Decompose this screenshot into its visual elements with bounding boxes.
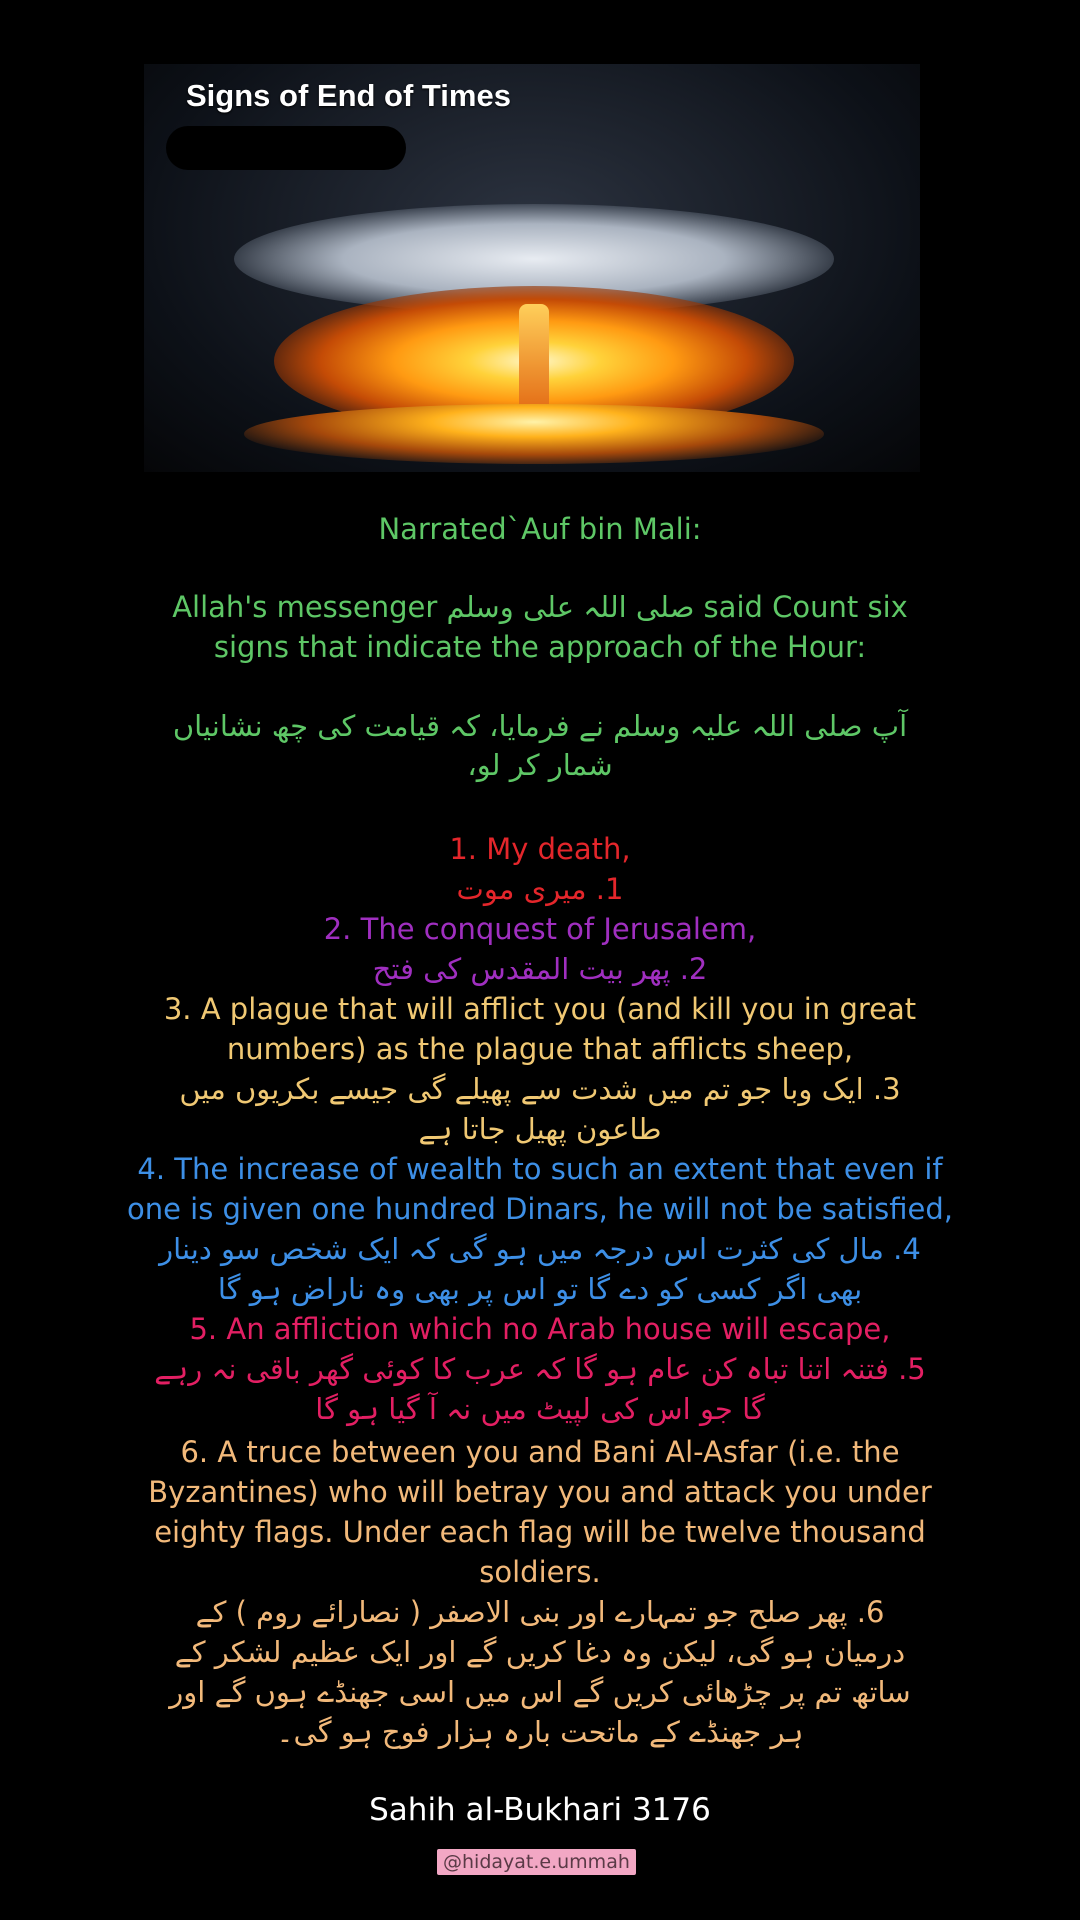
hadith-source: Sahih al-Bukhari 3176 [369, 1792, 711, 1828]
ground-fire [244, 404, 824, 464]
sign-6-urdu-line-3: ساتھ تم پر چڑھائی کریں گے اس میں اسی جھنڈے ہوں گے اور [169, 1675, 911, 1709]
hero-title: Signs of End of Times [186, 78, 511, 113]
sign-6-urdu-line-4: ہر جھنڈے کے ماتحت بارہ ہزار فوج ہو گی۔ [276, 1715, 804, 1749]
sign-4-urdu-line-2: بھی اگر کسی کو دے گا تو اس پر بھی وہ ناراض ہو گا [217, 1272, 863, 1306]
sign-2-english: 2. The conquest of Jerusalem, [323, 912, 757, 946]
sign-1-urdu: 1. میری موت [456, 872, 624, 906]
intro-english-line-1: Allah's messenger صلی اللہ علی وسلم said Count six [172, 590, 908, 624]
sign-5-english: 5. An affliction which no Arab house will escape, [189, 1312, 891, 1346]
sign-1-english: 1. My death, [449, 832, 631, 866]
sign-3-english-line-2: numbers) as the plague that afflicts sheep, [226, 1032, 854, 1066]
sign-4-urdu-line-1: 4. مال کی کثرت اس درجہ میں ہو گی کہ ایک شخص سو دینار [159, 1232, 921, 1266]
sign-6-urdu-line-2: درمیان ہو گی، لیکن وہ دغا کریں گے اور ایک عظیم لشکر کے [174, 1635, 906, 1669]
sign-6-urdu-line-1: 6. پھر صلح جو تمہارے اور بنی الاصفر ( نصارائے روم ) کے [195, 1595, 885, 1629]
social-handle-tag: @hidayat.e.ummah [437, 1849, 636, 1875]
sign-6-english-line-3: eighty flags. Under each flag will be twelve thousand [154, 1515, 926, 1549]
intro-urdu-line-2: شمار کر لو، [467, 748, 613, 782]
intro-urdu-line-1: آپ صلی اللہ علیہ وسلم نے فرمایا، کہ قیامت کی چھ نشانیاں [172, 709, 908, 743]
sign-4-english-line-2: one is given one hundred Dinars, he will not be satisfied, [126, 1192, 953, 1226]
sign-2-urdu: 2. پھر بیت المقدس کی فتح [372, 952, 708, 986]
redacted-text-block [166, 126, 406, 170]
sign-6-english-line-4: soldiers. [479, 1555, 601, 1589]
sign-3-urdu-line-1: 3. ایک وبا جو تم میں شدت سے پھیلے گی جیسے بکریوں میں [179, 1072, 901, 1106]
narrator-line: Narrated`Auf bin Mali: [378, 512, 702, 546]
sign-5-urdu-line-1: 5. فتنہ اتنا تباہ کن عام ہو گا کہ عرب کا کوئی گھر باقی نہ رہے [154, 1352, 926, 1386]
hero-image [144, 64, 920, 472]
sign-5-urdu-line-2: گا جو اس کی لپیٹ میں نہ آ گیا ہو گا [315, 1392, 765, 1426]
sign-3-english-line-1: 3. A plague that will afflict you (and kill you in great [163, 992, 917, 1026]
sign-4-english-line-1: 4. The increase of wealth to such an extent that even if [137, 1152, 943, 1186]
sign-3-urdu-line-2: طاعون پھیل جاتا ہے [418, 1112, 662, 1146]
intro-english-line-2: signs that indicate the approach of the Hour: [213, 630, 867, 664]
sign-6-english-line-1: 6. A truce between you and Bani Al-Asfar (i.e. the [180, 1435, 900, 1469]
sign-6-english-line-2: Byzantines) who will betray you and attack you under [148, 1475, 932, 1509]
